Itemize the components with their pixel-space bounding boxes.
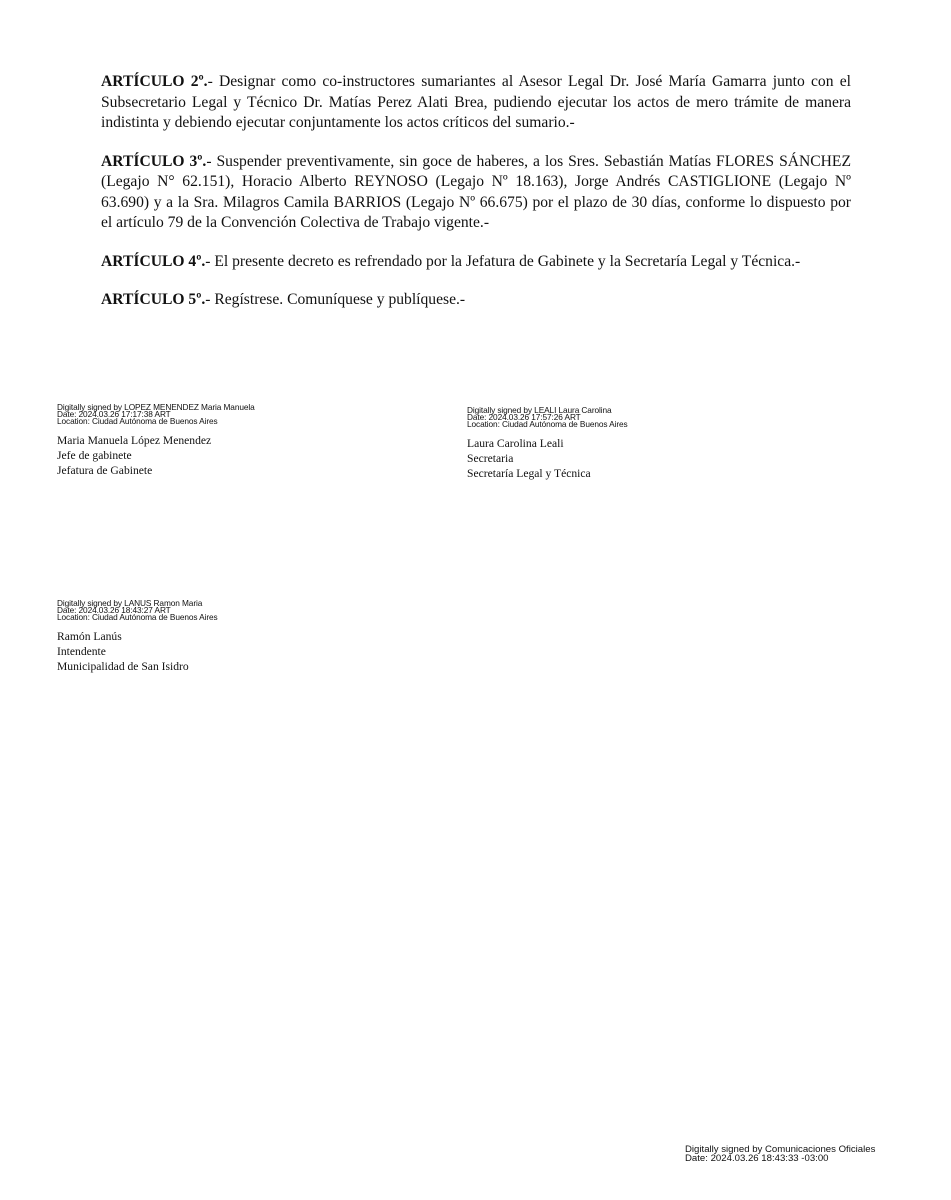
signed-by-line: Digitally signed by LEALI Laura Carolina: [467, 405, 612, 415]
signature-location: Location: Ciudad Autónoma de Buenos Aires: [57, 416, 218, 427]
signer-details: [467, 436, 628, 482]
article-5: [101, 290, 851, 311]
signed-by-line: Digitally signed by LANUS Ramon Maria: [57, 598, 203, 608]
article-4-label: ARTÍCULO 4º.: [101, 252, 206, 270]
signer-office: Secretaría Legal y Técnica: [467, 467, 591, 481]
footer-date: Date: 2024.03.26 18:43:33 -03:00: [685, 1152, 829, 1164]
signature-block-jefatura: [57, 404, 255, 479]
digital-signature-stamp: [57, 404, 255, 426]
signature-date: Date: 2024.03.26 18:43:27 ART: [57, 605, 171, 616]
articles-section: [101, 72, 851, 329]
article-3: [101, 152, 851, 234]
article-2-text: - Designar como co-instructores sumariantes al Asesor Legal Dr. José María Gamarra junto con el Subsecretario Legal y Técnico Dr. Matías Perez Alati Brea, pudiendo ejecutar los actos de mero trámite de manera indistinta y debiendo ejecutar conjuntamente los actos críticos del sumario.-: [101, 73, 851, 131]
signer-details: [57, 433, 255, 479]
signer-title: Secretaria: [467, 452, 514, 466]
footer-signed-by: Digitally signed by Comunicaciones Oficiales: [685, 1144, 876, 1155]
digital-signature-stamp: [467, 407, 628, 429]
signature-date: Date: 2024.03.26 17:57:26 ART: [467, 412, 581, 423]
signer-name: Laura Carolina Leali: [467, 436, 564, 450]
digital-signature-stamp: [57, 600, 218, 622]
article-2-label: ARTÍCULO 2º.: [101, 73, 208, 90]
signer-office: Jefatura de Gabinete: [57, 464, 153, 478]
signature-block-intendente: [57, 600, 218, 675]
signature-block-secretaria: [467, 407, 628, 482]
signer-details: [57, 629, 218, 675]
article-4: [101, 252, 851, 273]
signature-location: Location: Ciudad Autónoma de Buenos Aires: [57, 612, 218, 623]
signer-title: Jefe de gabinete: [57, 449, 132, 463]
footer-digital-signature: [685, 1146, 875, 1163]
article-3-text: - Suspender preventivamente, sin goce de haberes, a los Sres. Sebastián Matías FLORES SÁNCHEZ (Legajo N° 62.151), Horacio Alberto REYNOSO (Legajo Nº 18.163), Jorge Andrés CASTIGLIONE (Legajo Nº 63.690) y a la Sra. Milagros Camila BARRIOS (Legajo Nº 66.675) por el plazo de 30 días, conforme lo dispuesto por el artículo 79 de la Convención Colectiva de Trabajo vigente.-: [101, 152, 851, 231]
signer-name: Ramón Lanús: [57, 629, 122, 643]
signer-title: Intendente: [57, 645, 106, 659]
article-5-text: - Regístrese. Comuníquese y publíquese.-: [205, 291, 466, 308]
signer-name: Maria Manuela López Menendez: [57, 433, 212, 447]
signature-location: Location: Ciudad Autónoma de Buenos Aires: [467, 419, 628, 430]
article-4-text: - El presente decreto es refrendado por la Jefatura de Gabinete y la Secretaría Legal y Técnica.-: [205, 252, 801, 270]
article-5-label: ARTÍCULO 5º.: [101, 291, 206, 308]
article-3-label: ARTÍCULO 3º.: [101, 152, 207, 170]
article-2: [101, 72, 851, 134]
signer-office: Municipalidad de San Isidro: [57, 660, 189, 674]
signature-date: Date: 2024.03.26 17:17:38 ART: [57, 409, 171, 420]
signed-by-line: Digitally signed by LOPEZ MENENDEZ Maria Manuela: [57, 402, 255, 412]
